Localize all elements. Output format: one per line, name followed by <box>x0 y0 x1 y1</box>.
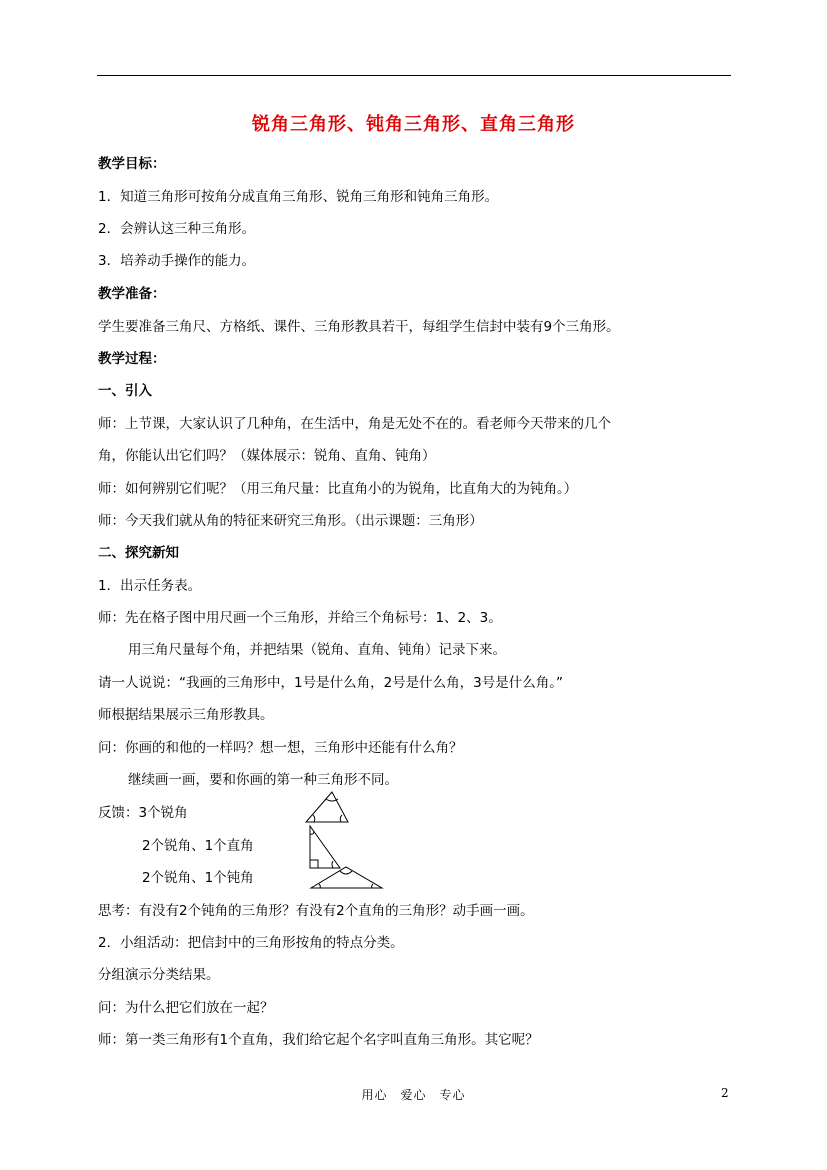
acute-triangle-figure <box>306 792 348 822</box>
paragraph-1: 师：上节课，大家认识了几种角，在生活中，角是无处不在的。看老师今天带来的几个 <box>98 416 611 432</box>
paragraph-8: 请一人说说：“我画的三角形中，1号是什么角，2号是什么角，3号是什么角。” <box>98 675 564 691</box>
paragraph-5: 1．出示任务表。 <box>98 578 202 594</box>
paragraph-3: 师：如何辨别它们呢？（用三角尺量：比直角小的为锐角，比直角大的为钝角。） <box>98 481 578 497</box>
part2-heading: 二、探究新知 <box>98 545 179 561</box>
paragraph-10: 问：你画的和他的一样吗？想一想，三角形中还能有什么角？ <box>98 740 463 756</box>
right-triangle-figure <box>310 826 340 868</box>
process-heading: 教学过程： <box>98 351 166 367</box>
feedback-obtuse: 2个锐角、1个钝角 <box>142 870 254 886</box>
part1-heading: 一、引入 <box>98 383 152 399</box>
paragraph-2: 角，你能认出它们吗？（媒体展示：锐角、直角、钝角） <box>98 448 436 464</box>
goal-3: 3．培养动手操作的能力。 <box>98 253 256 269</box>
paragraph-4: 师：今天我们就从角的特征来研究三角形。（出示课题：三角形） <box>98 513 483 529</box>
paragraph-17: 分组演示分类结果。 <box>98 967 220 983</box>
prep-heading: 教学准备： <box>98 286 166 302</box>
prep-text: 学生要准备三角尺、方格纸、课件、三角形教具若干，每组学生信封中装有9个三角形。 <box>98 319 620 335</box>
page-title: 锐角三角形、钝角三角形、直角三角形 <box>252 114 575 135</box>
paragraph-9: 师根据结果展示三角形教具。 <box>98 707 274 723</box>
goal-1: 1．知道三角形可按角分成直角三角形、锐角三角形和钝角三角形。 <box>98 189 499 205</box>
page-number: 2 <box>721 1086 729 1100</box>
paragraph-7: 用三角尺量每个角，并把结果（锐角、直角、钝角）记录下来。 <box>128 642 506 658</box>
obtuse-triangle-figure <box>311 867 382 888</box>
goal-2: 2．会辨认这三种三角形。 <box>98 221 256 237</box>
paragraph-11: 继续画一画，要和你画的第一种三角形不同。 <box>128 772 398 788</box>
feedback-right: 2个锐角、1个直角 <box>142 838 254 854</box>
goals-heading: 教学目标： <box>98 156 166 172</box>
paragraph-16: 2．小组活动：把信封中的三角形按角的特点分类。 <box>98 935 404 951</box>
paragraph-6: 师：先在格子图中用尺画一个三角形，并给三个角标号：1、2、3。 <box>98 610 502 626</box>
footer-motto: 用心 爱心 专心 <box>361 1088 466 1102</box>
paragraph-15: 思考：有没有2个钝角的三角形？有没有2个直角的三角形？动手画一画。 <box>98 903 534 919</box>
feedback-acute: 反馈：3个锐角 <box>98 805 188 821</box>
paragraph-19: 师：第一类三角形有1个直角，我们给它起个名字叫直角三角形。其它呢？ <box>98 1032 539 1048</box>
paragraph-18: 问：为什么把它们放在一起？ <box>98 1000 274 1016</box>
